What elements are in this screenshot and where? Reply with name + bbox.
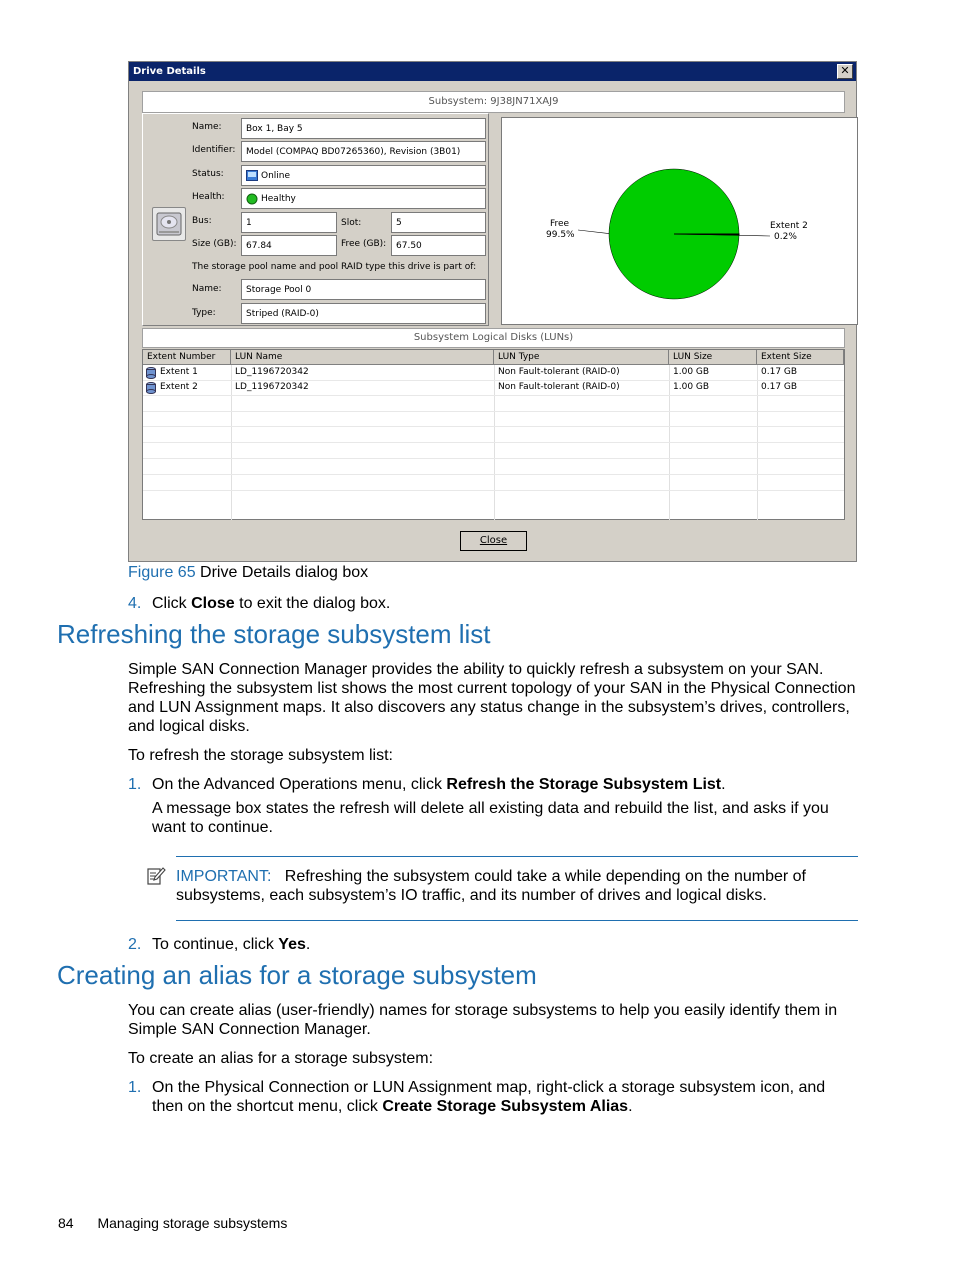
note-pencil-icon (146, 866, 166, 886)
pie-label-extent-2: Extent 2 (770, 221, 808, 231)
identifier-label: Identifier: (192, 145, 236, 155)
refresh-paragraph-1: Simple SAN Connection Manager provides the ability to quickly refresh a subsystem on your SAN. Refreshing the subsystem list shows the most current topology of your SAN in the Physical Connection and LUN Assignment maps. It also discovers any status change in the subsystem’s drives, controllers, and logical disks. (128, 661, 856, 735)
close-button[interactable] (460, 531, 527, 551)
drive-details-dialog (128, 61, 857, 562)
cell-lun-type: Non Fault-tolerant (RAID-0) (498, 382, 620, 392)
table-row[interactable] (143, 365, 844, 380)
logical-disk-icon (146, 367, 156, 379)
health-field (241, 188, 486, 209)
alias-step-1-post: . (628, 1098, 633, 1115)
cell-lun-size: 1.00 GB (673, 382, 710, 392)
col-lun-type[interactable]: LUN Type (494, 350, 669, 365)
figure-number: Figure 65 (128, 564, 196, 581)
figure-caption-text: Drive Details dialog box (200, 564, 369, 581)
status-field (241, 165, 486, 186)
alias-step-1-pre: On the Physical Connection or LUN Assignment map, right-click a storage subsystem icon, and then on the shortcut menu, click (152, 1079, 826, 1115)
online-status-icon (246, 170, 258, 181)
col-lun-size[interactable]: LUN Size (669, 350, 757, 365)
alias-paragraph-2: To create an alias for a storage subsystem: (128, 1050, 434, 1067)
refresh-step-1 (128, 775, 858, 794)
refresh-step-1-post: . (721, 776, 726, 793)
step-number: 1. (128, 1079, 142, 1096)
figure-caption (128, 564, 368, 582)
refresh-step-2-pre: To continue, click (152, 936, 279, 953)
healthy-status-icon (246, 193, 258, 205)
luns-header: Subsystem Logical Disks (LUNs) (142, 328, 845, 348)
step-number: 4. (128, 595, 142, 612)
size-field (241, 235, 337, 256)
free-value: 67.50 (396, 240, 422, 251)
refresh-paragraph-2: To refresh the storage subsystem list: (128, 747, 393, 764)
slot-field (391, 212, 486, 233)
free-label: Free (GB): (341, 239, 387, 249)
step-4-pre: Click (152, 595, 192, 612)
step-4 (128, 594, 391, 613)
pool-note: The storage pool name and pool RAID type this drive is part of: (192, 262, 477, 272)
close-icon[interactable]: ✕ (837, 64, 853, 79)
important-bottom-rule (176, 920, 858, 921)
cell-lun-size: 1.00 GB (673, 367, 710, 377)
alias-step-1-bold: Create Storage Subsystem Alias (382, 1098, 629, 1115)
drive-info-panel (142, 113, 489, 326)
identifier-field (241, 141, 486, 162)
step-4-text (152, 594, 390, 613)
pool-name-label: Name: (192, 284, 222, 294)
refresh-step-1-bold: Refresh the Storage Subsystem List (446, 776, 722, 793)
status-value: Online (261, 170, 291, 181)
pool-name-value: Storage Pool 0 (246, 284, 312, 295)
important-note (176, 867, 858, 905)
step-number: 1. (128, 776, 142, 793)
bus-label: Bus: (192, 216, 212, 226)
important-top-rule (176, 856, 858, 857)
health-value: Healthy (261, 193, 296, 204)
bus-value: 1 (246, 217, 252, 228)
heading-alias: Creating an alias for a storage subsystem (57, 960, 537, 990)
name-value: Box 1, Bay 5 (246, 123, 303, 134)
health-label: Health: (192, 192, 225, 202)
cell-extent-number: Extent 1 (160, 367, 198, 377)
size-label: Size (GB): (192, 239, 237, 249)
page-footer (58, 1215, 287, 1231)
dialog-title: Drive Details (133, 66, 206, 77)
step-4-post: to exit the dialog box. (234, 595, 391, 612)
refresh-step-1-pre: On the Advanced Operations menu, click (152, 776, 447, 793)
step-number: 2. (128, 936, 142, 953)
leader-line-free (578, 230, 609, 234)
dialog-titlebar (129, 62, 856, 81)
luns-table[interactable] (142, 349, 845, 520)
size-value: 67.84 (246, 240, 272, 251)
refresh-step-2-bold: Yes (278, 936, 306, 953)
cell-lun-name: LD_1196720342 (235, 382, 309, 392)
pool-name-field (241, 279, 486, 300)
refresh-step-2-text (152, 935, 310, 954)
name-label: Name: (192, 122, 222, 132)
cell-extent-size: 0.17 GB (761, 382, 798, 392)
close-button-label: Close (479, 535, 508, 546)
pie-value-free: 99.5% (546, 230, 575, 240)
bus-field (241, 212, 337, 233)
slot-label: Slot: (341, 218, 362, 228)
pool-type-label: Type: (192, 308, 216, 318)
refresh-step-1-text (152, 775, 726, 794)
alias-paragraph-1: You can create alias (user-friendly) names for storage subsystems to help you easily identify them in Simple SAN Connection Manager. (128, 1002, 838, 1038)
col-extent-size[interactable]: Extent Size (757, 350, 844, 365)
heading-refresh: Refreshing the storage subsystem list (57, 619, 491, 649)
alias-step-1-text (152, 1078, 858, 1116)
cell-extent-size: 0.17 GB (761, 367, 798, 377)
slot-value: 5 (396, 217, 402, 228)
important-label: IMPORTANT: (176, 868, 272, 885)
refresh-step-1-detail: A message box states the refresh will delete all existing data and rebuild the list, and asks if you want to continue. (152, 800, 829, 836)
step-4-bold: Close (191, 595, 235, 612)
subsystem-header: Subsystem: 9J38JN71XAJ9 (142, 91, 845, 113)
disk-drive-icon (152, 207, 186, 241)
pie-value-extent-2: 0.2% (774, 232, 797, 242)
refresh-step-2 (128, 935, 311, 954)
logical-disk-icon (146, 382, 156, 394)
cell-lun-type: Non Fault-tolerant (RAID-0) (498, 367, 620, 377)
footer-text: Managing storage subsystems (97, 1215, 288, 1231)
page-number: 84 (58, 1215, 74, 1231)
usage-pie-chart (501, 117, 858, 325)
refresh-step-2-post: . (305, 936, 311, 953)
pool-type-field (241, 303, 486, 324)
alias-step-1 (128, 1078, 858, 1116)
free-field (391, 235, 486, 256)
pie-label-free: Free (550, 219, 570, 229)
status-label: Status: (192, 169, 224, 179)
name-field (241, 118, 486, 139)
pool-type-value: Striped (RAID-0) (246, 308, 319, 319)
pie-chart-svg (502, 118, 859, 326)
cell-lun-name: LD_1196720342 (235, 367, 309, 377)
important-text: Refreshing the subsystem could take a while depending on the number of subsystems, each subsystem’s IO traffic, and its number of drives and logical disks. (176, 868, 806, 904)
col-lun-name[interactable]: LUN Name (231, 350, 494, 365)
col-extent-number[interactable]: Extent Number (143, 350, 231, 365)
table-row[interactable] (143, 380, 844, 395)
cell-extent-number: Extent 2 (160, 382, 198, 392)
identifier-value: Model (COMPAQ BD07265360), Revision (3B01) (246, 146, 461, 157)
